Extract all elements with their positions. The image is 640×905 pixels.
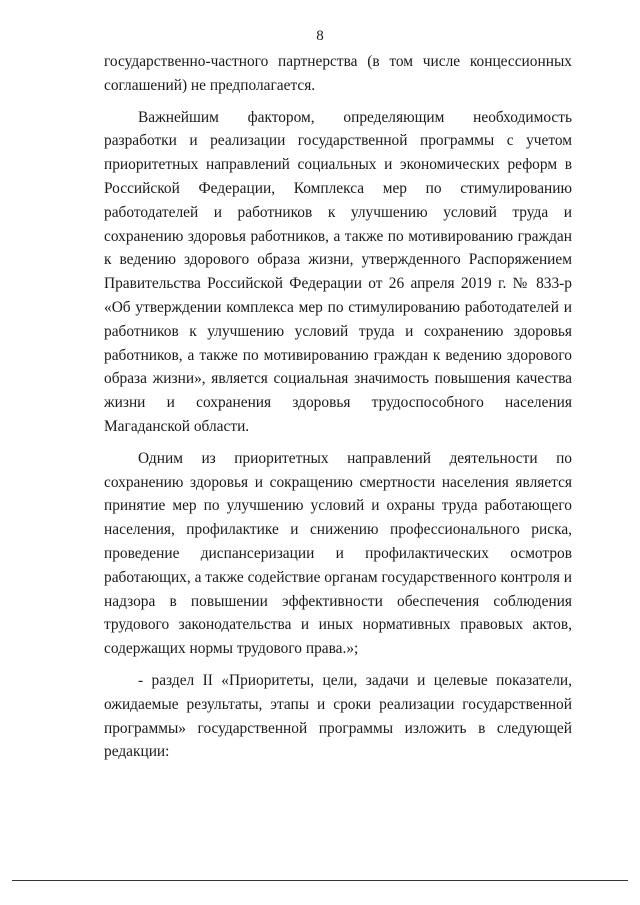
page-number: 8: [316, 28, 324, 44]
paragraph-section-amendment: - раздел II «Приоритеты, цели, задачи и целевые показатели, ожидаемые результаты, этапы и сроки реализации государственной программы» государственной программы изложить в следующей редакции:: [104, 671, 572, 761]
paragraph-priority-directions: Одним из приоритетных направлений деятельности по сохранению здоровья и сокращению смертности населения является принятие мер по улучшению условий и охраны труда работающего населения, профилактике и снижению профессионального риска, проведение диспансеризации и профилактических осмотров работающих, а также содействие органам государственного контроля и надзора в повышении эффективности обеспечения соблюдения трудового законодательства и иных нормативных правовых актов, содержащих нормы трудового права.»;: [104, 449, 572, 658]
page-bottom-rule: [12, 880, 628, 881]
paragraph-continuation: государственно-частного партнерства (в том числе концессионных соглашений) не предполагается.: [104, 53, 572, 94]
paragraph-key-factor: Важнейшим фактором, определяющим необходимость разработки и реализации государственной программы с учетом приоритетных направлений социальных и экономических реформ в Российской Федерации, Комплекса мер по стимулированию работодателей и работников к улучшению условий труда и сохранению здоровья работников, а также по мотивированию граждан к ведению здорового образа жизни, утвержденного Распоряжением Правительства Российской Федерации от 26 апреля 2019 г. № 833-р «Об утверждении комплекса мер по стимулированию работодателей и работников к улучшению условий труда и сохранению здоровья работников, а также по мотивированию граждан к ведению здорового образа жизни», является социальная значимость повышения качества жизни и сохранения здоровья трудоспособного населения Магаданской области.: [104, 108, 572, 435]
document-body: [104, 50, 572, 764]
